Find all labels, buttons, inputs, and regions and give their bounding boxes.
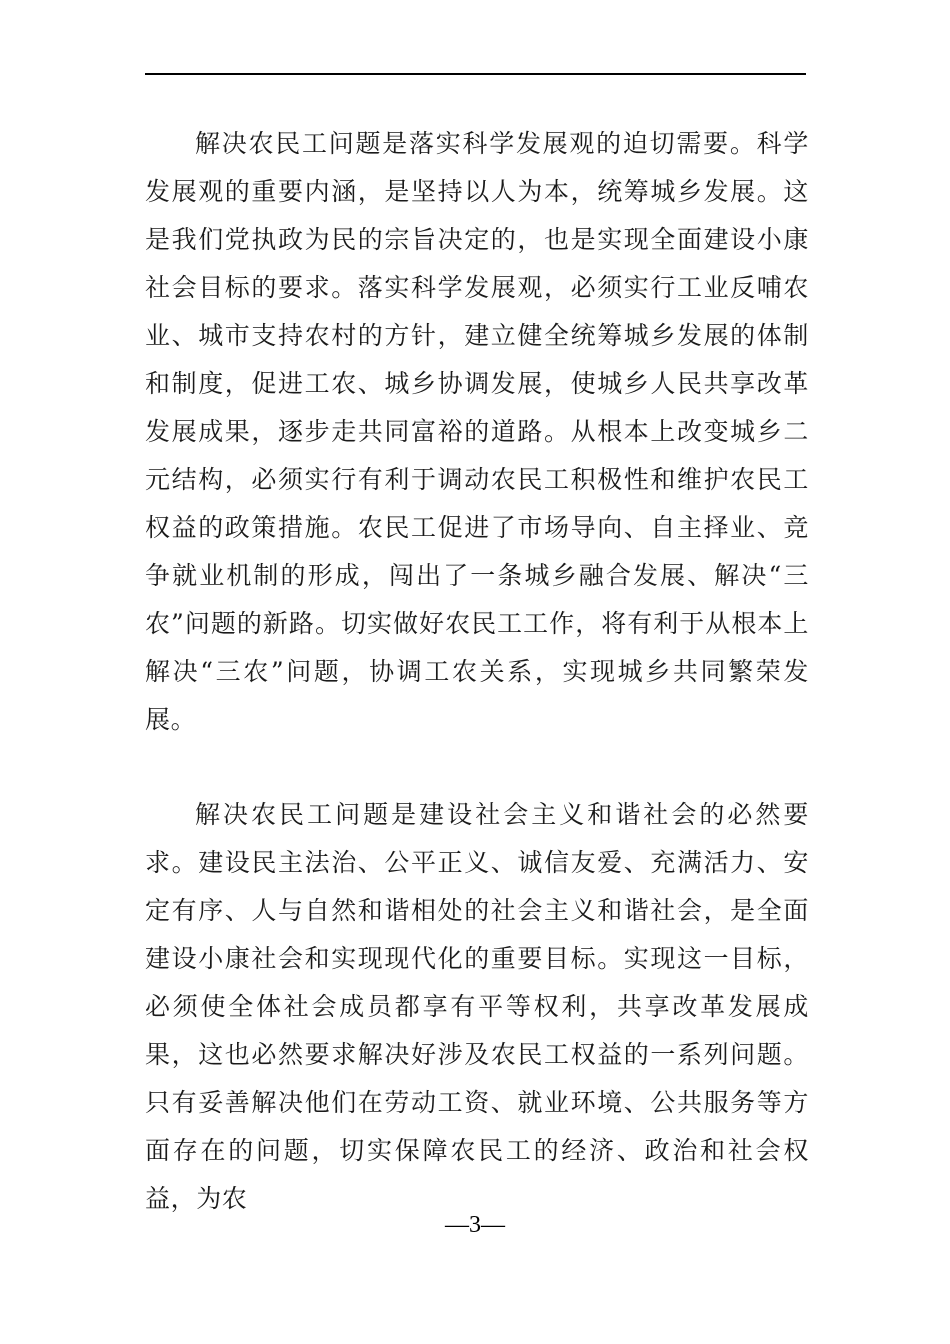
header-rule xyxy=(145,73,806,75)
page-number: —3— xyxy=(445,1212,505,1238)
paragraph: 解决农民工问题是落实科学发展观的迫切需要。科学发展观的重要内涵，是坚持以人为本，统筹城乡发展。这是我们党执政为民的宗旨决定的，也是实现全面建设小康社会目标的要求。落实科学发展观，必须实行工业反哺农业、城市支持农村的方针，建立健全统筹城乡发展的体制和制度，促进工农、城乡协调发展，使城乡人民共享改革发展成果，逐步走共同富裕的道路。从根本上改变城乡二元结构，必须实行有利于调动农民工积极性和维护农民工权益的政策措施。农民工促进了市场导向、自主择业、竞争就业机制的形成，闯出了一条城乡融合发展、解决“三农”问题的新路。切实做好农民工工作，将有利于从根本上解决“三农”问题，协调工农关系，实现城乡共同繁荣发展。 xyxy=(145,129,809,734)
paragraph: 解决农民工问题是建设社会主义和谐社会的必然要求。建设民主法治、公平正义、诚信友爱、充满活力、安定有序、人与自然和谐相处的社会主义和谐社会，是全面建设小康社会和实现现代化的重要目标。实现这一目标，必须使全体社会成员都享有平等权利，共享改革发展成果，这也必然要求解决好涉及农民工权益的一系列问题。只有妥善解决他们在劳动工资、就业环境、公共服务等方面存在的问题，切实保障农民工的经济、政治和社会权益，为农 xyxy=(145,800,809,1213)
